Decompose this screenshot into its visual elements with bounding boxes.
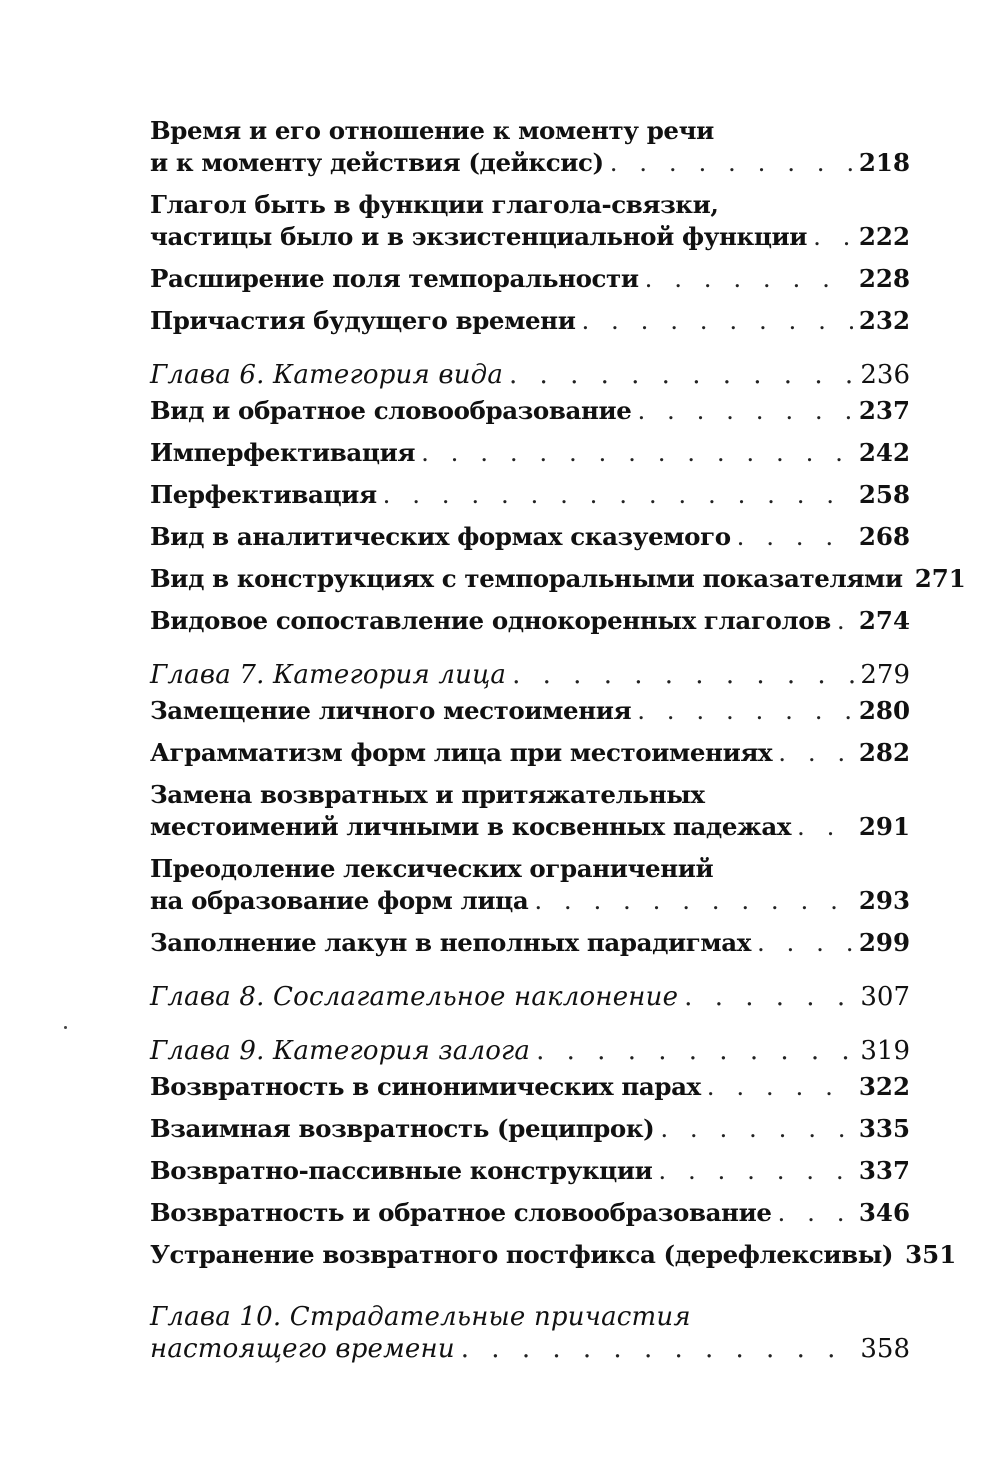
page-number: 307: [860, 982, 910, 1012]
entry-title-line: Видовое сопоставление однокоренных глаголов: [150, 606, 831, 635]
page-number: 242: [858, 438, 910, 467]
entry-title-line: Замена возвратных и притяжательных: [150, 780, 705, 809]
entry-title-line: и к моменту действия (дейксис): [150, 148, 604, 177]
chapter-title: Глава 10. Страдательные причастия: [150, 1302, 691, 1332]
chapter-title: Глава 6. Категория вида: [150, 360, 504, 390]
dot-leader: [813, 221, 853, 253]
toc-chapter-8: [150, 981, 910, 1013]
dot-leader: [581, 305, 852, 337]
toc-entry-agrammatism: [150, 737, 910, 769]
dot-leader: [797, 811, 853, 843]
dot-leader: [837, 605, 853, 637]
dot-leader: [637, 395, 852, 427]
page-number: 322: [858, 1072, 910, 1101]
dot-leader: [509, 359, 854, 391]
entry-title-line: Глагол быть в функции глагола-связки,: [150, 190, 719, 219]
toc-entry-dereflexives: [150, 1239, 957, 1271]
page-number: 346: [858, 1198, 910, 1227]
page-number: 291: [858, 812, 910, 841]
toc-entry-reflexive-backformation: [150, 1197, 910, 1229]
toc-entry-aspect-comparison: [150, 605, 910, 637]
entry-title-line: частицы было и в экзистенциальной функции: [150, 222, 808, 251]
chapter-title: настоящего времени: [150, 1334, 455, 1364]
page-number: 299: [858, 928, 910, 957]
entry-title-line: Устранение возвратного постфикса (дерефлексивы): [150, 1240, 894, 1269]
page-number: 358: [860, 1334, 910, 1364]
page-number: 274: [858, 606, 910, 635]
toc-chapter-6: [150, 359, 910, 391]
page-number: 282: [858, 738, 910, 767]
page-number: 351: [905, 1240, 957, 1269]
entry-title-line: Имперфективация: [150, 438, 416, 467]
dot-leader: [684, 981, 854, 1013]
chapter-title: Глава 7. Категория лица: [150, 660, 507, 690]
dot-leader: [383, 479, 853, 511]
toc-entry-reflexive-passive: [150, 1155, 910, 1187]
toc-entry-lexical-restrictions: [150, 853, 910, 917]
page-number: 228: [858, 264, 910, 293]
dot-leader: [534, 885, 853, 917]
page-number: 335: [858, 1114, 910, 1143]
page-number: 271: [914, 564, 966, 593]
toc-entry-perfectivation: [150, 479, 910, 511]
page-number: 222: [858, 222, 910, 251]
toc-entry-verb-byt: [150, 189, 910, 253]
entry-title-line: Вид в аналитических формах сказуемого: [150, 522, 731, 551]
entry-title-line: Перфективация: [150, 480, 377, 509]
toc-entry-paradigm-gaps: [150, 927, 910, 959]
toc-chapter-7: [150, 659, 910, 691]
dot-leader: [660, 1113, 853, 1145]
entry-title-line: Возвратно-пассивные конструкции: [150, 1156, 653, 1185]
toc-chapter-10: [150, 1301, 910, 1365]
entry-title-line: Время и его отношение к моменту речи: [150, 116, 714, 145]
toc-entry-temporality: [150, 263, 910, 295]
dot-leader: [610, 147, 853, 179]
page-number: 218: [858, 148, 910, 177]
page-number: 280: [858, 696, 910, 725]
toc-entry-pronoun-substitution: [150, 695, 910, 727]
toc-entry-analytic-forms: [150, 521, 910, 553]
chapter-title: Глава 8. Сослагательное наклонение: [150, 982, 679, 1012]
entry-title-line: местоимений личными в косвенных падежах: [150, 812, 792, 841]
dot-leader: [512, 659, 854, 691]
entry-title-line: Аграмматизм форм лица при местоимениях: [150, 738, 773, 767]
page-number: 337: [858, 1156, 910, 1185]
toc-entry-future-participles: [150, 305, 910, 337]
dot-leader: [637, 695, 853, 727]
dot-leader: [778, 737, 853, 769]
entry-title-line: Преодоление лексических ограничений: [150, 854, 714, 883]
toc-entry-reflexive-replacement: [150, 779, 910, 843]
entry-title-line: Расширение поля темпоральности: [150, 264, 639, 293]
dot-leader: [421, 437, 853, 469]
dot-leader: [757, 927, 853, 959]
entry-title-line: Возвратность в синонимических парах: [150, 1072, 701, 1101]
dot-leader: [645, 263, 853, 295]
dot-leader: [461, 1333, 855, 1365]
page-number: 293: [858, 886, 910, 915]
page-number: 279: [860, 660, 910, 690]
entry-title-line: Вид и обратное словообразование: [150, 396, 632, 425]
toc-chapter-9: [150, 1035, 910, 1067]
page-number: 232: [858, 306, 910, 335]
entry-title-line: Замещение личного местоимения: [150, 696, 632, 725]
entry-title-line: Взаимная возвратность (реципрок): [150, 1114, 655, 1143]
toc-entry-time-deixis: [150, 115, 910, 179]
page-number: 258: [858, 480, 910, 509]
dot-leader: [536, 1035, 854, 1067]
scan-speck: [64, 1026, 67, 1029]
dot-leader: [737, 521, 853, 553]
toc-entry-synonymic-pairs: [150, 1071, 910, 1103]
dot-leader: [778, 1197, 853, 1229]
table-of-contents: [150, 115, 966, 1364]
entry-title-line: Возвратность и обратное словообразование: [150, 1198, 772, 1227]
entry-title-line: Заполнение лакун в неполных парадигмах: [150, 928, 751, 957]
page-number: 319: [860, 1036, 910, 1066]
toc-entry-reciprocal: [150, 1113, 910, 1145]
dot-leader: [707, 1071, 853, 1103]
dot-leader: [658, 1155, 852, 1187]
entry-title-line: на образование форм лица: [150, 886, 529, 915]
entry-title-line: Причастия будущего времени: [150, 306, 576, 335]
page-number: 236: [860, 360, 910, 390]
toc-entry-aspect-backformation: [150, 395, 910, 427]
page-number: 268: [858, 522, 910, 551]
toc-entry-imperfectivation: [150, 437, 910, 469]
chapter-title: Глава 9. Категория залога: [150, 1036, 531, 1066]
toc-entry-temporal-constructions: [150, 563, 966, 595]
page-number: 237: [858, 396, 910, 425]
entry-title-line: Вид в конструкциях с темпоральными показателями: [150, 564, 903, 593]
